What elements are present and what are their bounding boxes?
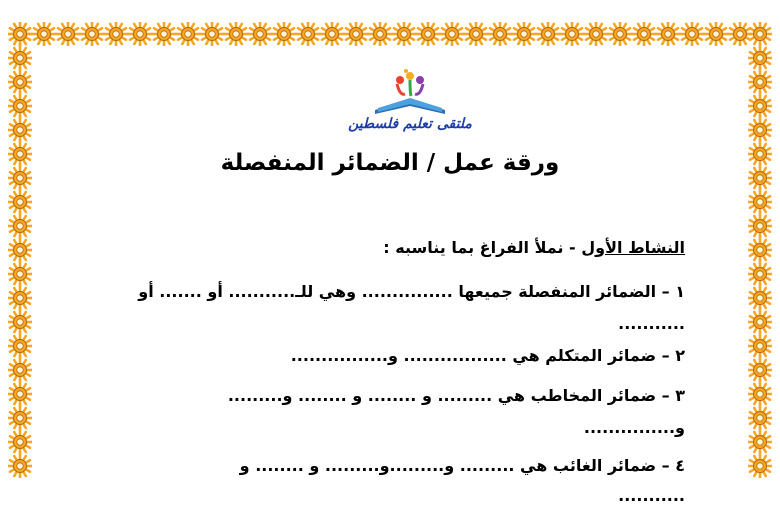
sun-ornament-icon <box>656 22 680 46</box>
sun-ornament-icon <box>8 430 32 454</box>
sun-ornament-icon <box>32 22 56 46</box>
sun-ornament-icon <box>748 22 772 46</box>
sun-ornament-icon <box>748 262 772 286</box>
sun-ornament-icon <box>8 406 32 430</box>
logo-caption: ملتقى تعليم فلسطين <box>348 116 472 132</box>
logo <box>345 66 475 146</box>
sun-ornament-icon <box>748 406 772 430</box>
sun-ornament-icon <box>632 22 656 46</box>
sun-ornament-icon <box>748 166 772 190</box>
sun-ornament-icon <box>8 310 32 334</box>
sun-ornament-icon <box>560 22 584 46</box>
sun-ornament-icon <box>8 334 32 358</box>
sun-ornament-icon <box>748 118 772 142</box>
sun-ornament-icon <box>748 94 772 118</box>
decorative-border-top <box>8 22 772 46</box>
question-1-line-1: ١ – الضمائر المنفصلة جميعها ............... وهي للـ........... أو ....... أو <box>138 282 685 301</box>
sun-ornament-icon <box>536 22 560 46</box>
sun-ornament-icon <box>748 310 772 334</box>
sun-ornament-icon <box>56 22 80 46</box>
sun-ornament-icon <box>8 262 32 286</box>
question-4-line-2: ........... <box>618 486 685 505</box>
sun-ornament-icon <box>748 382 772 406</box>
question-3-line-1: ٣ – ضمائر المخاطب هي ......... و ........ و ........ و......... <box>227 386 685 405</box>
question-3-line-2: و............... <box>583 418 685 437</box>
sun-ornament-icon <box>80 22 104 46</box>
sun-ornament-icon <box>272 22 296 46</box>
book-with-figures-logo-icon <box>345 66 475 116</box>
sun-ornament-icon <box>8 22 32 46</box>
decorative-border-left <box>8 22 32 500</box>
sun-ornament-icon <box>748 46 772 70</box>
sun-ornament-icon <box>748 430 772 454</box>
sun-ornament-icon <box>8 238 32 262</box>
question-4-line-1: ٤ – ضمائر الغائب هي ......... و.........و......... و ........ و <box>239 456 685 475</box>
sun-ornament-icon <box>8 358 32 382</box>
sun-ornament-icon <box>296 22 320 46</box>
sun-ornament-icon <box>104 22 128 46</box>
sun-ornament-icon <box>8 454 32 478</box>
sun-ornament-icon <box>8 118 32 142</box>
sun-ornament-icon <box>488 22 512 46</box>
sun-ornament-icon <box>8 214 32 238</box>
sun-ornament-icon <box>128 22 152 46</box>
sun-ornament-icon <box>440 22 464 46</box>
sun-ornament-icon <box>200 22 224 46</box>
question-2-line-1: ٢ – ضمائر المتكلم هي ................. و................ <box>290 346 685 365</box>
sun-ornament-icon <box>748 454 772 478</box>
sun-ornament-icon <box>748 334 772 358</box>
sun-ornament-icon <box>392 22 416 46</box>
sun-ornament-icon <box>8 286 32 310</box>
sun-ornament-icon <box>176 22 200 46</box>
sun-ornament-icon <box>748 70 772 94</box>
sun-ornament-icon <box>8 94 32 118</box>
decorative-border-right <box>748 22 772 500</box>
sun-ornament-icon <box>680 22 704 46</box>
sun-ornament-icon <box>748 358 772 382</box>
sun-ornament-icon <box>748 142 772 166</box>
sun-ornament-icon <box>416 22 440 46</box>
sun-ornament-icon <box>608 22 632 46</box>
sun-ornament-icon <box>8 166 32 190</box>
sun-ornament-icon <box>248 22 272 46</box>
sun-ornament-icon <box>224 22 248 46</box>
sun-ornament-icon <box>8 190 32 214</box>
sun-ornament-icon <box>8 46 32 70</box>
sun-ornament-icon <box>512 22 536 46</box>
sun-ornament-icon <box>748 214 772 238</box>
sun-ornament-icon <box>8 382 32 406</box>
sun-ornament-icon <box>152 22 176 46</box>
question-1-line-2: ........... <box>618 314 685 333</box>
sun-ornament-icon <box>704 22 728 46</box>
page-title: ورقة عمل / الضمائر المنفصلة <box>220 150 560 176</box>
sun-ornament-icon <box>320 22 344 46</box>
sun-ornament-icon <box>748 286 772 310</box>
sun-ornament-icon <box>464 22 488 46</box>
activity-label: النشاط الأول <box>581 238 685 257</box>
sun-ornament-icon <box>748 238 772 262</box>
activity-heading <box>383 238 685 257</box>
sun-ornament-icon <box>368 22 392 46</box>
sun-ornament-icon <box>8 142 32 166</box>
sun-ornament-icon <box>748 190 772 214</box>
sun-ornament-icon <box>8 70 32 94</box>
sun-ornament-icon <box>344 22 368 46</box>
sun-ornament-icon <box>584 22 608 46</box>
activity-instruction: - نملأ الفراغ بما يناسبه : <box>383 238 576 257</box>
